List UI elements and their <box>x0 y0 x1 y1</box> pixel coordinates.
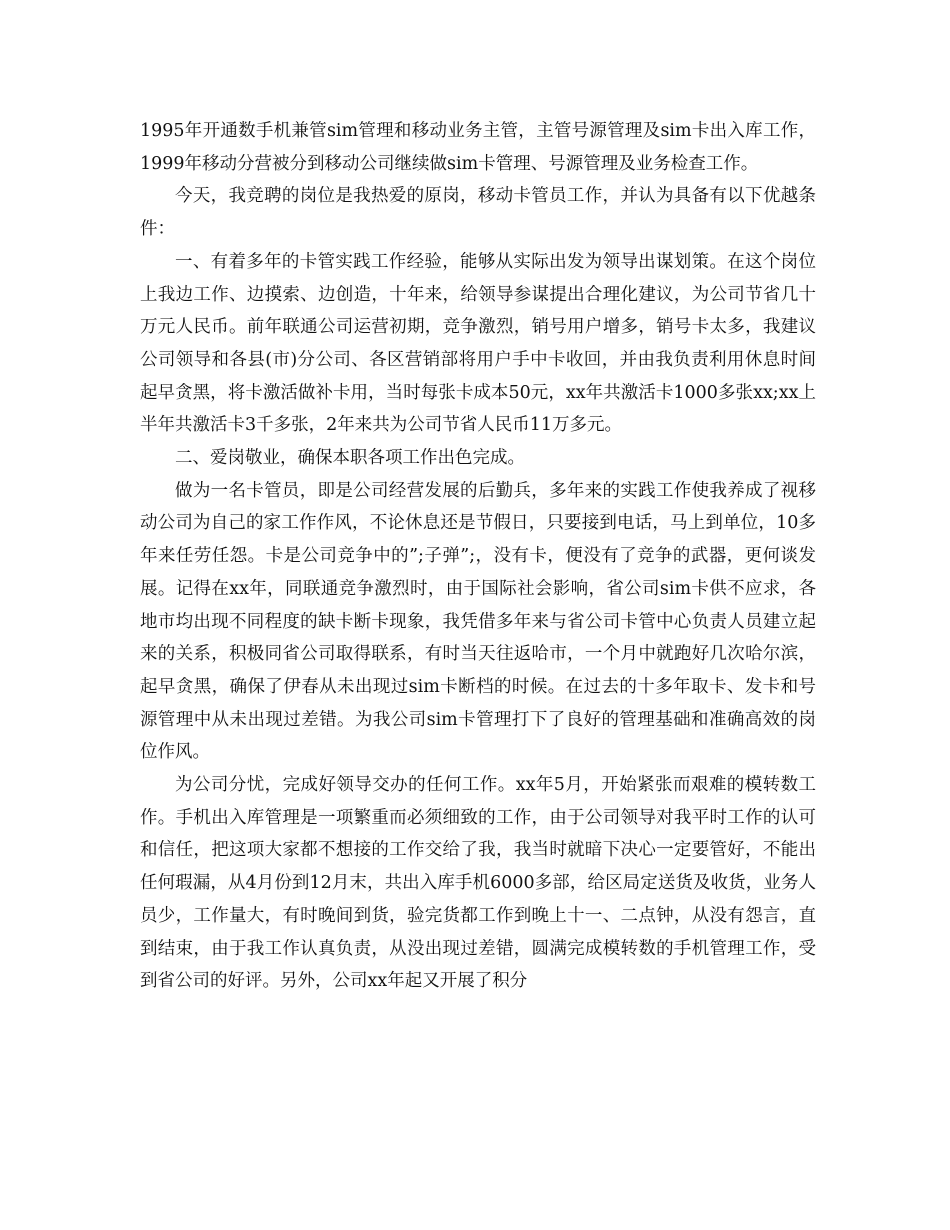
paragraph-5: 做为一名卡管员，即是公司经营发展的后勤兵，多年来的实践工作使我养成了视移动公司为自己的家工作作风，不论休息还是节假日，只要接到电话，马上到单位，10多年来任劳任怨。卡是公司竞争中的”;子弹”;，没有卡，便没有了竞争的武器，更何谈发展。记得在xx年，同联通竞争激烈时，由于国际社会影响，省公司sim卡供不应求，各地市均出现不同程度的缺卡断卡现象，我凭借多年来与省公司卡管中心负责人员建立起来的关系，积极同省公司取得联系，有时当天往返哈市，一个月中就跑好几次哈尔滨，起早贪黑，确保了伊春从未出现过sim卡断档的时候。在过去的十多年取卡、发卡和号源管理中从未出现过差错。为我公司sim卡管理打下了良好的管理基础和准确高效的岗位作风。 <box>140 480 816 763</box>
paragraph-3: 一、有着多年的卡管实践工作经验，能够从实际出发为领导出谋划策。在这个岗位上我边工作、边摸索、边创造，十年来，给领导参谋提出合理化建议，为公司节省几十万元人民币。前年联通公司运营初期，竞争激烈，销号用户增多，销号卡太多，我建议公司领导和各县(市)分公司、各区营销部将用户手中卡收回，并由我负责利用休息时间起早贪黑，将卡激活做补卡用，当时每张卡成本50元，xx年共激活卡1000多张xx;xx上半年共激活卡3千多张，2年来共为公司节省人民币11万多元。 <box>140 251 816 436</box>
paragraph-4: 二、爱岗敬业，确保本职各项工作出色完成。 <box>175 448 525 469</box>
document-body <box>140 115 816 998</box>
paragraph-1: 1995年开通数手机兼管sim管理和移动业务主管，主管号源管理及sim卡出入库工作，1999年移动分营被分到移动公司继续做sim卡管理、号源管理及业务检查工作。 <box>140 121 816 174</box>
paragraph-6: 为公司分忧，完成好领导交办的任何工作。xx年5月，开始紧张而艰难的模转数工作。手机出入库管理是一项繁重而必须细致的工作，由于公司领导对我平时工作的认可和信任，把这项大家都不想接的工作交给了我，我当时就暗下决心一定要管好，不能出任何瑕漏，从4月份到12月末，共出入库手机6000多部，给区局定送货及收货，业务人员少，工作量大，有时晚间到货，验完货都工作到晚上十一、二点钟，从没有怨言，直到结束，由于我工作认真负责，从没出现过差错，圆满完成模转数的手机管理工作，受到省公司的好评。另外，公司xx年起又开展了积分 <box>140 775 816 992</box>
paragraph-2: 今天，我竞聘的岗位是我热爱的原岗，移动卡管员工作，并认为具备有以下优越条件： <box>140 186 816 240</box>
